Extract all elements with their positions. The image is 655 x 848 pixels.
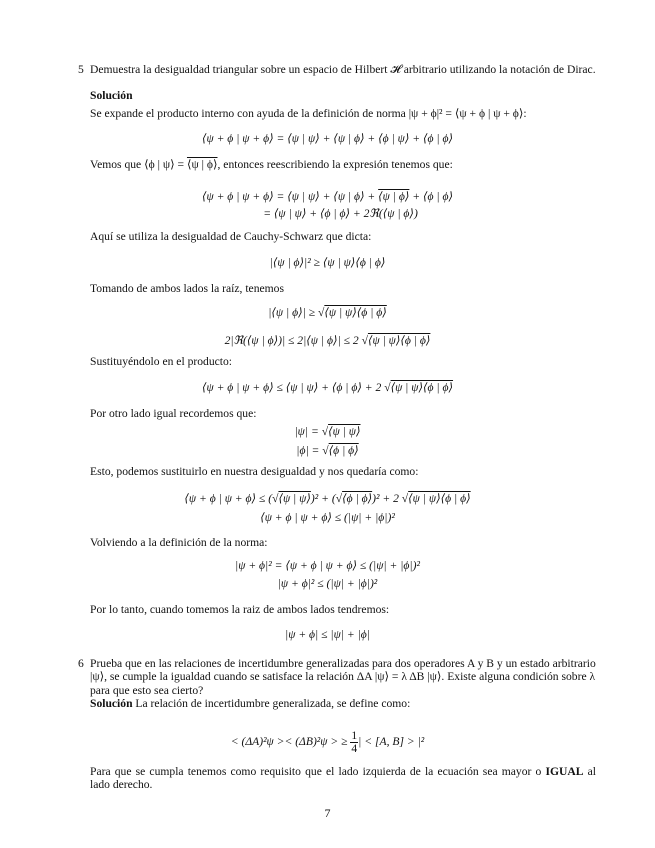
eq2a-over: ⟨ψ | ϕ⟩	[378, 190, 410, 203]
conjugate-text-b: , entonces reescribiendo la expresión tenemos que:	[217, 158, 453, 171]
fraction	[350, 730, 358, 755]
equation-rewrite-2: = ⟨ψ | ψ⟩ + ⟨ϕ | ϕ⟩ + 2ℜ(⟨ψ | ϕ⟩)	[263, 207, 418, 220]
conjugate-text-a: Vemos que ⟨ϕ | ψ⟩ =	[90, 158, 187, 171]
eq2a-left: ⟨ψ + ϕ | ψ + ϕ⟩ = ⟨ψ | ψ⟩ + ⟨ψ | ϕ⟩ +	[201, 190, 379, 203]
sqrt-symbol	[402, 492, 471, 505]
root-text: Tomando de ambos lados la raíz, tenemos	[90, 282, 284, 295]
eq8a-radicand-1: ⟨ψ | ψ⟩	[278, 492, 311, 505]
conjugate-overline: ⟨ψ | ϕ⟩	[186, 158, 218, 171]
fraction-numerator: 1	[351, 729, 358, 742]
eq8a-mid: )² + (	[310, 492, 336, 505]
replace-text: Esto, podemos sustituirlo en nuestra desigualdad y nos quedaría como:	[90, 465, 419, 478]
page-number: 7	[324, 806, 331, 820]
equation-root	[0, 306, 655, 319]
substitute-text: Sustituyéndolo en el producto:	[90, 355, 233, 368]
sqrt-symbol	[272, 492, 311, 505]
eq5-left: 2|ℜ(⟨ψ | ϕ⟩)| ≤ 2|⟨ψ | ϕ⟩| ≤ 2	[224, 334, 362, 347]
equation-rewrite-1	[0, 190, 655, 203]
equation-cauchy-schwarz: |⟨ψ | ϕ⟩|² ≥ ⟨ψ | ψ⟩⟨ϕ | ϕ⟩	[269, 256, 386, 269]
problem-6-solution-text: La relación de incertidumbre generalizada, se define como:	[132, 697, 411, 710]
eq6-radicand: ⟨ψ | ψ⟩⟨ϕ | ϕ⟩	[390, 381, 454, 394]
eq7a-left: |ψ| =	[294, 425, 322, 438]
sqrt-symbol	[318, 306, 387, 319]
norm-definition-text: Volviendo a la definición de la norma:	[90, 536, 268, 549]
eq8a-left: ⟨ψ + ϕ | ψ + ϕ⟩ ≤ (	[184, 492, 273, 505]
eq8a-radicand-3: ⟨ψ | ψ⟩⟨ϕ | ϕ⟩	[408, 492, 471, 505]
problem-6-number: 6	[78, 657, 84, 670]
eq7b-radicand: ⟨ϕ | ϕ⟩	[328, 444, 359, 457]
eq8a-radicand-2: ⟨ϕ | ϕ⟩	[342, 492, 373, 505]
closing-text-a: Para que se cumpla tenemos como requisito que el lado izquierda de la ecuación sea mayor o	[90, 765, 546, 778]
equation-real-part	[0, 334, 655, 347]
equation-replaced	[0, 492, 655, 505]
eq7b-left: |ϕ| =	[296, 444, 323, 457]
sqrt-symbol	[322, 425, 361, 438]
recall-text: Por otro lado igual recordemos que:	[90, 407, 257, 420]
equation-squared-sum: ⟨ψ + ϕ | ψ + ϕ⟩ ≤ (|ψ| + |ϕ|)²	[260, 511, 395, 524]
sqrt-symbol	[336, 492, 372, 505]
equation-norm-def: |ψ + ϕ|² = ⟨ψ + ϕ | ψ + ϕ⟩ ≤ (|ψ| + |ϕ|)²	[235, 559, 420, 572]
equation-expand: ⟨ψ + ϕ | ψ + ϕ⟩ = ⟨ψ | ψ⟩ + ⟨ψ | ϕ⟩ + ⟨ϕ | ψ⟩ + ⟨ϕ | ϕ⟩	[201, 132, 454, 145]
problem-6-statement: Prueba que en las relaciones de incertidumbre generalizadas para dos operadores A y B y un estado arbitrario |ψ⟩, se cumple la igualdad cuando se satisface la relación ΔA |ψ⟩ = λ ΔB |ψ⟩. Existe alguna condición sobre λ para que esto sea cierto?	[90, 657, 596, 697]
problem-5-statement: Demuestra la desigualdad triangular sobre un espacio de Hilbert 𝓗 arbitrario utilizando la notación de Dirac.	[90, 63, 596, 76]
eq4-left: |⟨ψ | ϕ⟩| ≥	[268, 306, 318, 319]
final-text: Por lo tanto, cuando tomemos la raiz de ambos lados tendremos:	[90, 603, 390, 616]
uncertainty-right: | < [A, B] > |²	[358, 735, 425, 749]
problem-6-solution	[90, 697, 600, 710]
sqrt-symbol	[322, 444, 358, 457]
closing-bold: IGUAL	[545, 765, 584, 778]
eq8a-mid2: )² + 2	[372, 492, 402, 505]
cauchy-schwarz-text: Aquí se utiliza la desigualdad de Cauchy-Schwarz que dicta:	[90, 230, 372, 243]
eq7a-radicand: ⟨ψ | ψ⟩	[328, 425, 361, 438]
fraction-denominator: 4	[351, 742, 358, 755]
equation-triangle-inequality: |ψ + ϕ| ≤ |ψ| + |ϕ|	[285, 628, 370, 641]
sqrt-symbol	[384, 381, 453, 394]
sqrt-symbol	[362, 334, 431, 347]
closing-text-b: al lado derecho.	[90, 765, 596, 792]
closing-paragraph	[90, 765, 596, 792]
equation-uncertainty	[0, 730, 655, 755]
conjugate-text	[90, 158, 600, 171]
equation-substituted	[0, 381, 655, 394]
problem-5-number: 5	[78, 63, 84, 76]
eq6-left: ⟨ψ + ϕ | ψ + ϕ⟩ ≤ ⟨ψ | ψ⟩ + ⟨ϕ | ϕ⟩ + 2	[201, 381, 385, 394]
equation-norm-ineq: |ψ + ϕ|² ≤ (|ψ| + |ϕ|)²	[277, 577, 378, 590]
equation-norm-psi	[0, 425, 655, 438]
eq5-radicand: ⟨ψ | ψ⟩⟨ϕ | ϕ⟩	[367, 334, 431, 347]
eq2a-right: + ⟨ϕ | ϕ⟩	[409, 190, 454, 203]
uncertainty-left: < (ΔA)²ψ >< (ΔB)²ψ > ≥	[230, 735, 351, 749]
problem-6-solution-label: Solución	[90, 697, 133, 710]
eq4-radicand: ⟨ψ | ψ⟩⟨ϕ | ϕ⟩	[324, 306, 387, 319]
intro-text: Se expande el producto interno con ayuda de la definición de norma |ψ + ϕ|² = ⟨ψ + ϕ | ψ + ϕ⟩:	[90, 107, 527, 120]
equation-norm-phi	[0, 444, 655, 457]
problem-5-solution-label: Solución	[90, 89, 133, 102]
